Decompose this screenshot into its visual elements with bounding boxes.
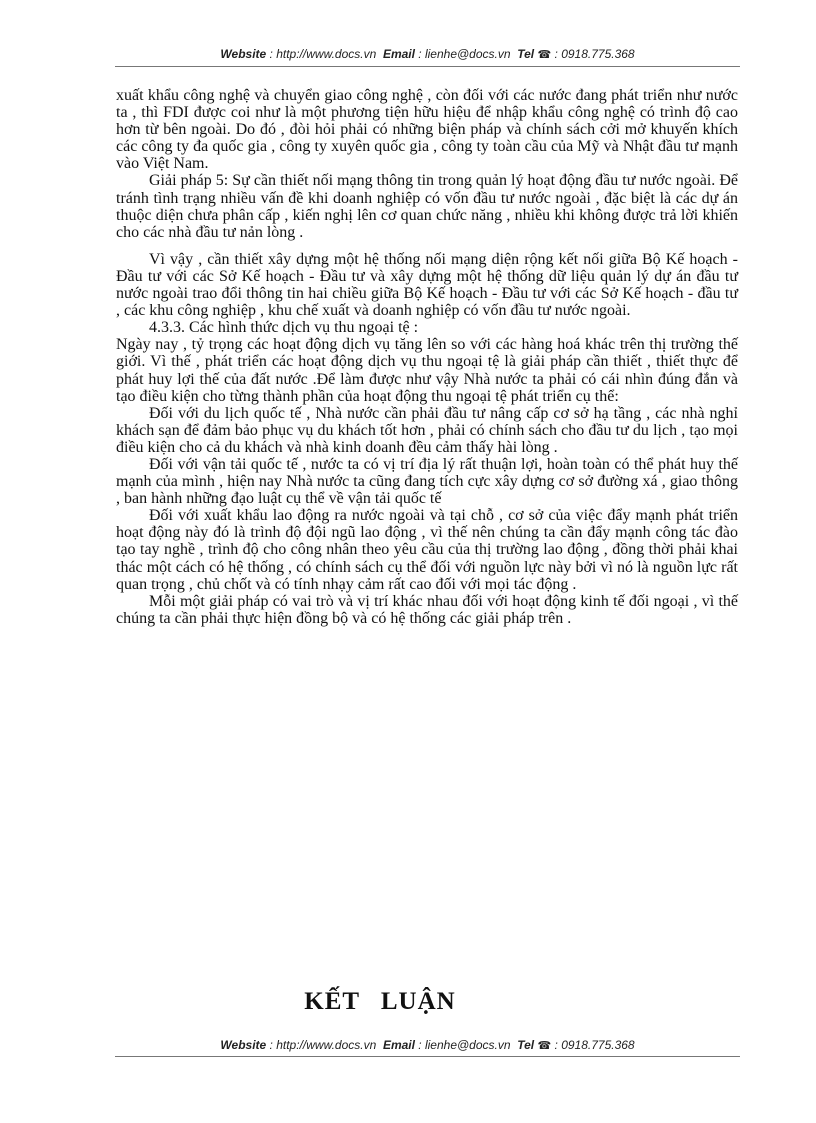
footer-divider [115, 1056, 740, 1057]
page-footer-header: Website : http://www.docs.vn Email : lienhe@docs.vn Tel ☎ : 0918.775.368 [220, 1038, 635, 1052]
tel-value: 0918.775.368 [561, 1038, 635, 1052]
website-link[interactable]: http://www.docs.vn [276, 1038, 377, 1052]
tel-label: Tel [517, 47, 535, 61]
tel-value: 0918.775.368 [561, 47, 635, 61]
website-label: Website [220, 47, 267, 61]
email-label: Email [382, 1038, 415, 1052]
tel-label: Tel [517, 1038, 535, 1052]
page-header: Website : http://www.docs.vn Email : lienhe@docs.vn Tel ☎ : 0918.775.368 [220, 47, 635, 61]
paragraph-8: Mỗi một giải pháp có vai trò và vị trí khác nhau đối với hoạt động kinh tế đối ngoại , vì thế chúng ta cần phải thực hiện đồng bộ và có hệ thống các giải pháp trên . [116, 592, 738, 627]
paragraph-7: Đối với xuất khẩu lao động ra nước ngoài và tại chỗ , cơ sở của việc đẩy mạnh phát triển hoạt động này đó là trình độ đội ngũ lao động , vì thế nên chúng ta cần đẩy mạnh công tác đào tạo tay nghề , trình độ cho công nhân theo yêu cầu của thị trường lao động , đồng thời phải khai thác một cách có hệ thống , có chính sách cụ thể đối với nguồn lực này bởi vì nó là nguồn lực rất quan trọng , chủ chốt và có tính nhạy cảm rất cao đối với mọi tác động . [116, 507, 738, 593]
paragraph-3: Vì vậy , cần thiết xây dựng một hệ thống nối mạng diện rộng kết nối giữa Bộ Kế hoạch - Đầu tư với các Sở Kế hoạch - Đầu tư và xây dựng một hệ thống dữ liệu quản lý dự án đầu tư nước ngoài trao đổi thông tin hai chiều giữa Bộ Kế hoạch - Đầu tư với các Sở Kế hoạch - đầu tư , các khu công nghiệp , khu chế xuất và doanh nghiệp có vốn đầu tư nước ngoài. [116, 250, 738, 320]
email-link[interactable]: lienhe@docs.vn [424, 47, 511, 61]
paragraph-1: xuất khẩu công nghệ và chuyển giao công nghệ , còn đối với các nước đang phát triển như nước ta , thì FDI được coi như là một phương tiện hữu hiệu để nhập khẩu công nghệ có trình độ cao hơn từ bên ngoài. Do đó , đòi hỏi phải có những biện pháp và chính sách cởi mở khuyến khích các công ty đa quốc gia , công ty xuyên quốc gia , công ty toàn cầu của Mỹ và Nhật đầu tư mạnh vào Việt Nam. [116, 87, 738, 173]
subsection-heading: 4.3.3. Các hình thức dịch vụ thu ngoại tệ : [149, 319, 419, 337]
section-heading: KẾT LUẬN [304, 988, 456, 1015]
email-label: Email [382, 47, 415, 61]
header-divider [115, 66, 740, 67]
document-body [116, 87, 738, 627]
website-link[interactable]: http://www.docs.vn [276, 47, 377, 61]
phone-icon: ☎ [537, 49, 552, 61]
email-link[interactable]: lienhe@docs.vn [424, 1038, 511, 1052]
paragraph-4: Ngày nay , tỷ trọng các hoạt động dịch vụ tăng lên so với các hàng hoá khác trên thị trường thế giới. Vì thế , phát triển các hoạt động dịch vụ thu ngoại tệ là giải pháp cần thiết , thiết thực để phát huy lợi thế của đất nước .Để làm được như vậy Nhà nước ta phải có cái nhìn đúng đắn và tạo điều kiện cho từng thành phần của hoạt động thu ngoại tệ phát triển cụ thể: [116, 336, 738, 405]
phone-icon: ☎ [537, 1040, 552, 1052]
paragraph-6: Đối với vận tải quốc tế , nước ta có vị trí địa lý rất thuận lợi, hoàn toàn có thể phát huy thế mạnh của mình , hiện nay Nhà nước ta cũng đang tích cực xây dựng cơ sở đường xá , giao thông , ban hành những đạo luật cụ thể về vận tải quốc tế [116, 455, 738, 508]
website-label: Website [220, 1038, 267, 1052]
paragraph-2: Giải pháp 5: Sự cần thiết nối mạng thông tin trong quản lý hoạt động đầu tư nước ngoài. Để tránh tình trạng nhiều vấn đề khi doanh nghiệp có vốn đầu tư nước ngoài , đặc biệt là các dự án thuộc diện chưa phân cấp , kiến nghị lên cơ quan chức năng , nhiều khi không được trả lời khiến cho các nhà đầu tư nản lòng . [116, 172, 738, 241]
paragraph-5: Đối với du lịch quốc tế , Nhà nước cần phải đầu tư nâng cấp cơ sở hạ tầng , các nhà nghỉ khách sạn để đảm bảo phục vụ du khách tốt hơn , phải có chính sách cho đầu tư du lịch , tạo mọi điều kiện cho cả du khách và nhà kinh doanh đều cảm thấy hài lòng . [116, 404, 738, 456]
